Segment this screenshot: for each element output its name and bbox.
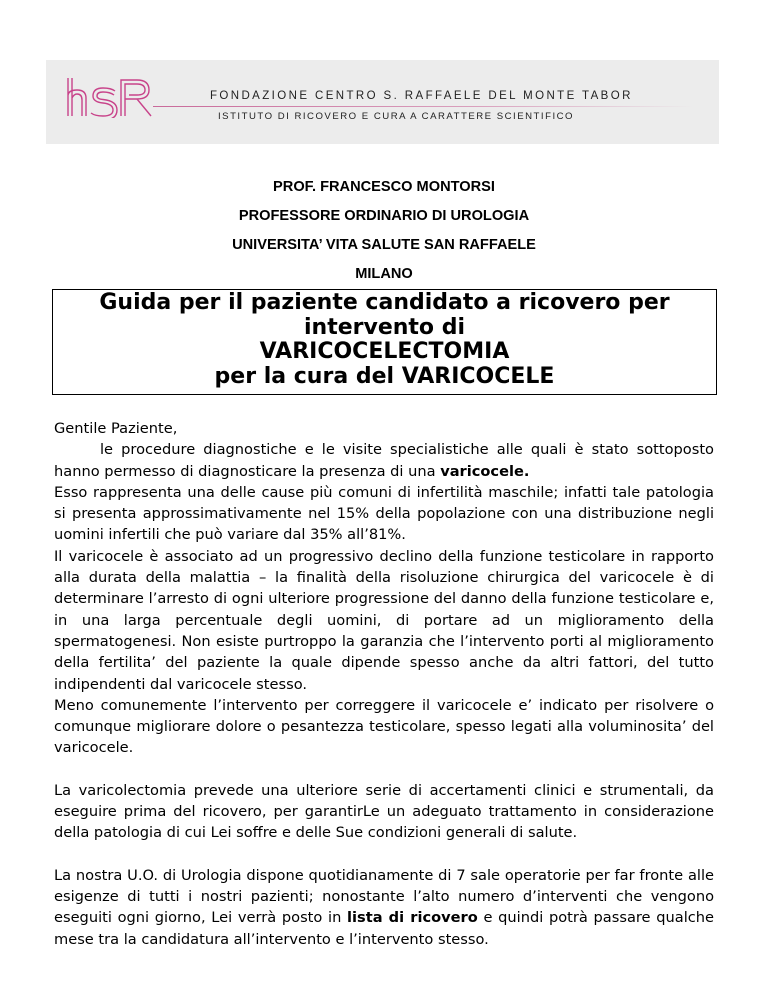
paragraph-1-text: le procedure diagnostiche e le visite specialistiche alle quali è stato sottoposto hanno permesso di diagnosticare la presenza di una <box>54 441 714 480</box>
paragraph-6-bold: lista di ricovero <box>347 909 478 927</box>
paragraph-gap <box>54 844 714 865</box>
paragraph-1-bold: varicocele. <box>440 462 530 480</box>
author-role: PROFESSORE ORDINARIO DI UROLOGIA <box>238 208 530 224</box>
paragraph-6-text-a: La nostra U.O. di Urologia dispone quotidianamente di 7 sale operatorie per far fronte alle esigenze di tutti i nostri pazienti; nonostante l’alto numero d’interventi che vengono eseguiti ogni giorno, Lei verrà posto in <box>54 866 714 927</box>
author-city: MILANO <box>355 266 413 282</box>
author-name: PROF. FRANCESCO MONTORSI <box>273 179 495 195</box>
title-line-4: per la cura del VARICOCELE <box>214 363 555 389</box>
title-line-2: intervento di <box>304 314 465 340</box>
paragraph-6 <box>54 865 714 950</box>
greeting: Gentile Paziente, <box>54 420 178 437</box>
letterhead-banner <box>46 60 719 144</box>
body-text <box>54 418 714 950</box>
paragraph-5: La varicolectomia prevede una ulteriore serie di accertamenti clinici e strumentali, da eseguire prima del ricovero, per garantirLe un adeguato trattamento in considerazione della patologia di cui Lei soffre e delle Sue condizioni generali di salute. <box>54 781 714 842</box>
title-line-3: VARICOCELECTOMIA <box>259 339 510 364</box>
paragraph-gap <box>54 759 714 780</box>
document-title <box>52 289 717 395</box>
letterhead-rule <box>153 106 693 107</box>
paragraph-4: Meno comunemente l’intervento per correggere il varicocele e’ indicato per risolvere o comunque migliorare dolore o pesantezza testicolare, spesso legati alla voluminosita’ del varicocele. <box>54 696 714 757</box>
hsr-logo <box>65 76 153 118</box>
paragraph-3: Il varicocele è associato ad un progressivo declino della funzione testicolare in rapporto alla durata della malattia – la finalità della risoluzione chirurgica del varicocele è di determinare l’arresto di ogni ulteriore progressione del danno della funzione testicolare e, in una larga percentuale degli uomini, di portare ad un miglioramento della spermatogenesi. Non esiste purtroppo la garanzia che l’intervento porti al miglioramento della fertilita’ del paziente la quale dipende spesso anche da altri fattori, del tutto indipendenti dal varicocele stesso. <box>54 547 714 693</box>
title-line-1: Guida per il paziente candidato a ricovero per <box>99 290 670 315</box>
letterhead-line2: ISTITUTO DI RICOVERO E CURA A CARATTERE SCIENTIFICO <box>218 111 574 122</box>
letterhead-line1: FONDAZIONE CENTRO S. RAFFAELE DEL MONTE TABOR <box>210 90 633 102</box>
paragraph-2: Esso rappresenta una delle cause più comuni di infertilità maschile; infatti tale patologia si presenta approssimativamente nel 15% della popolazione con una distribuzione negli uomini infertili che può variare dal 35% all’81%. <box>54 483 714 544</box>
author-block <box>0 180 768 296</box>
author-university: UNIVERSITA’ VITA SALUTE SAN RAFFAELE <box>232 237 536 253</box>
paragraph-1 <box>54 439 714 482</box>
paragraph-6-text-c: e quindi potrà passare qualche mese tra la candidatura all’intervento e l’intervento stesso. <box>54 909 714 948</box>
